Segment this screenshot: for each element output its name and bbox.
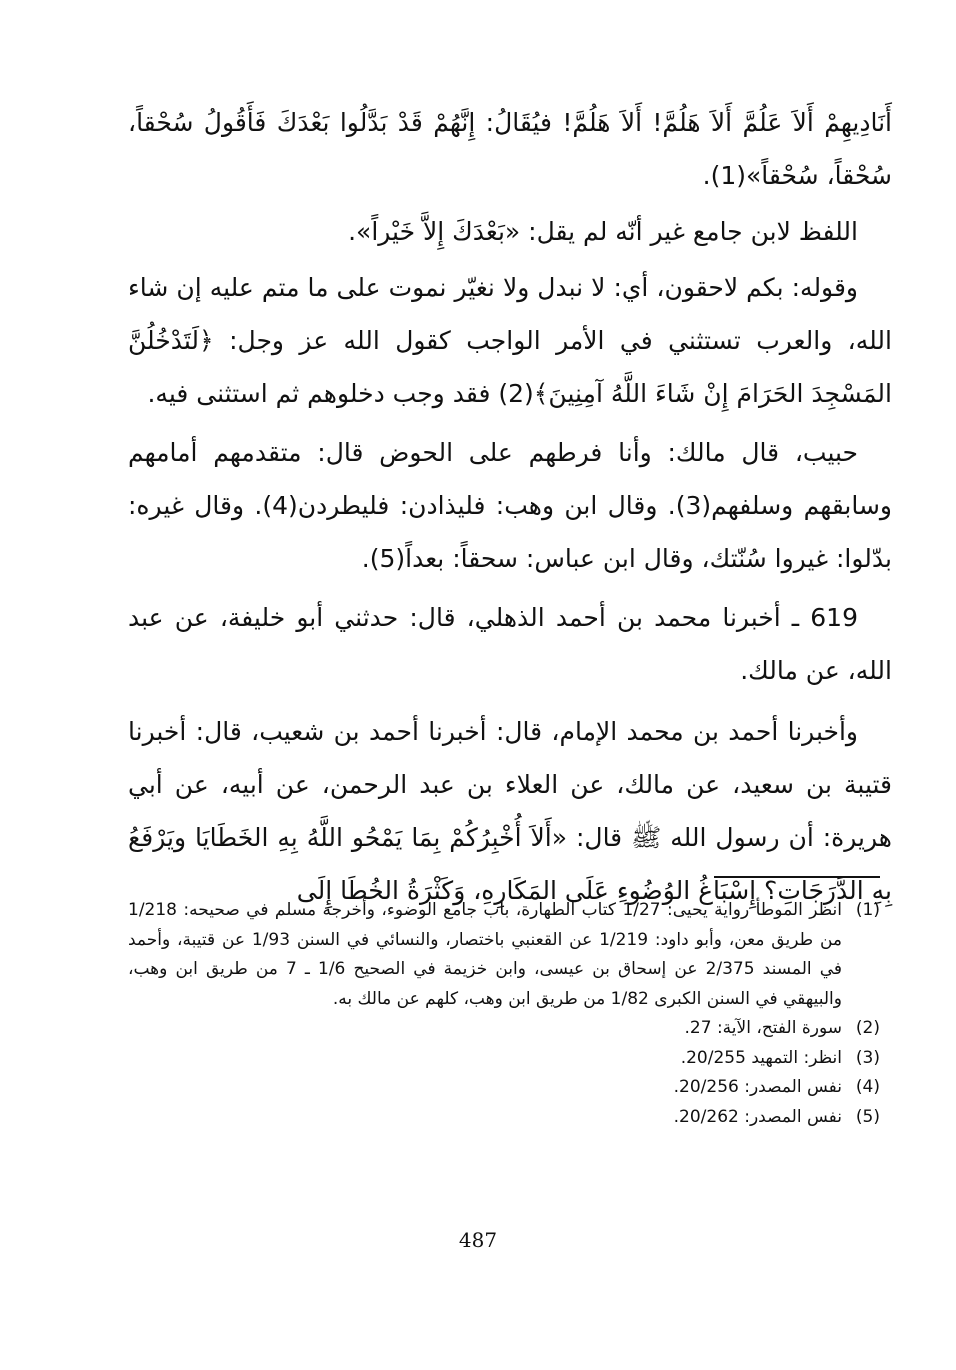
- footnote-5: [128, 1103, 880, 1133]
- footnote-1: [128, 896, 880, 1014]
- paragraph-hadith-end: أَنَادِيهِمْ أَلاَ عَلُمَّ أَلاَ هَلُمَّ! أَلاَ هَلُمَّ! فيُقَالُ: إِنَّهُمْ قَدْ بَدَّلُوا بَعْدَكَ فَأَقُولُ سُحْقاً، سُحْقاً، سُحْقاً»(1).: [128, 108, 892, 190]
- footnote-number: (3): [855, 1047, 880, 1068]
- footnote-text: انظر الموطأ رواية يحيى: 1/27 كتاب الطهارة، باب جامع الوضوء، وأخرجه مسلم في صحيحه: 1/218 من طريق معن، وأبو داود: 1/219 عن القعنبي باختصار، والنسائي في السنن 1/93 عن قتيبة، وأحمد في المسند 2/375 عن إسحاق بن عيسى، وابن خزيمة في الصحيح 1/6 ـ 7 من طريق ابن وهب، والبيهقي في السنن الكبرى 1/82 من طريق ابن وهب، كلهم عن مالك به.: [128, 900, 842, 1009]
- paragraph-wording-note: اللفظ لابن جامع غير أنّه لم يقل: «بَعْدَكَ إِلاَّ خَيْراً».: [348, 217, 858, 246]
- paragraph-isnad: وأخبرنا أحمد بن محمد الإمام، قال: أخبرنا أحمد بن شعيب، قال: أخبرنا قتيبة بن سعيد، عن مالك، عن العلاء بن عبد الرحمن، عن أبيه، عن أبي هريرة: أن رسول الله ﷺ قال: «أَلاَ أُخْبِرُكُمْ بِمَا يَمْحُو اللَّهُ بِهِ الخَطَايَا ويَرْفَعُ بِهِ الدَّرَجَاتِ؟ إِسْبَاغُ الوُضُوءِ عَلَى المَكَارِهِ، وَكَثْرَةُ الخُطَا إِلَى: [128, 717, 892, 905]
- paragraph-explanation: حبيب، قال مالك: وأنا فرطهم على الحوض قال: متقدمهم أمامهم وسابقهم وسلفهم(3). وقال ابن وهب: فليذادن: فليطردن(4). وقال غيره: بدّلوا: غيروا سُنّتك، وقال ابن عباس: سحقاً: بعداً(5).: [128, 438, 892, 573]
- footnote-text: انظر: التمهيد 20/255.: [680, 1047, 842, 1068]
- footnote-4: [128, 1073, 880, 1103]
- main-text: [128, 96, 892, 917]
- footnote-number: (2): [855, 1018, 880, 1038]
- page-number: 487: [458, 1228, 498, 1252]
- paragraph-commentary: وقوله: بكم لاحقون، أي: لا نبدل ولا نغيّر نموت على ما متم عليه إن شاء الله، والعرب تستثني في الأمر الواجب كقول الله عز وجل: ﴿لَتَدْخُلُنَّ المَسْجِدَ الحَرَامَ إِنْ شَاءَ اللَّهُ آمِنِينَ﴾(2) فقد وجب دخلوهم ثم استثنى فيه.: [128, 273, 892, 408]
- footnote-2: [128, 1014, 880, 1044]
- footnote-text: نفس المصدر: 20/256.: [673, 1077, 842, 1097]
- footnote-number: (5): [855, 1106, 880, 1127]
- footnote-divider: [714, 876, 880, 878]
- footnotes: [128, 896, 880, 1132]
- footnote-text: سورة الفتح، الآية: 27.: [684, 1018, 842, 1038]
- footnote-number: (1): [855, 900, 880, 920]
- footnote-number: (4): [855, 1077, 880, 1097]
- footnote-3: [128, 1044, 880, 1074]
- footnote-text: نفس المصدر: 20/262.: [673, 1106, 842, 1127]
- paragraph-hadith-619: 619 ـ أخبرنا محمد بن أحمد الذهلي، قال: حدثني أبو خليفة، عن عبد الله، عن مالك.: [128, 603, 892, 685]
